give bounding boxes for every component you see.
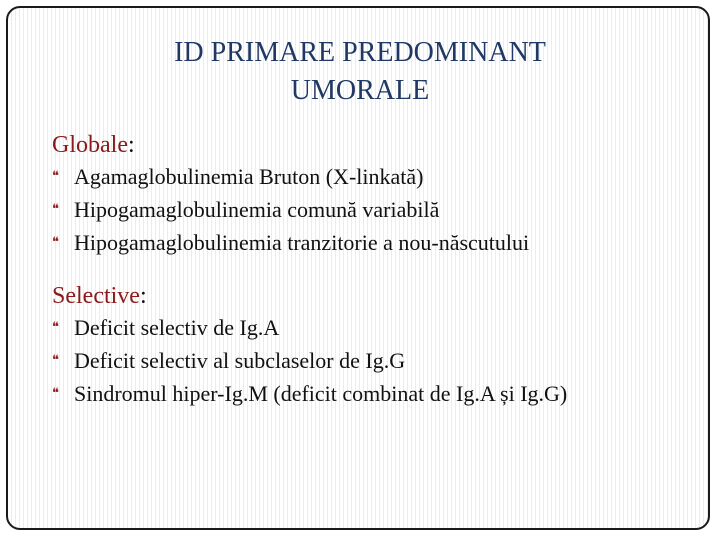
list-item-text: Deficit selectiv de Ig.A (74, 315, 280, 340)
slide-title (8, 34, 712, 110)
list-item (52, 311, 702, 344)
list-item-text: Sindromul hiper-Ig.M (deficit combinat de Ig.A și Ig.G) (74, 381, 568, 406)
slide-title-line-2: UMORALE (290, 75, 430, 106)
bullet-icon: ❝ (52, 168, 59, 183)
list-globale (52, 160, 702, 259)
list-item (52, 193, 702, 226)
list-item (52, 160, 702, 193)
slide-title-line-1: ID PRIMARE PREDOMINANT (174, 37, 546, 68)
section-heading-label: Selective (52, 283, 140, 309)
section-heading-colon: : (127, 132, 135, 158)
section-heading-colon: : (139, 283, 147, 309)
slide-frame (6, 6, 710, 530)
bullet-icon: ❝ (52, 234, 59, 249)
bullet-icon: ❝ (52, 352, 59, 367)
list-item (52, 226, 702, 259)
list-item-text: Agamaglobulinemia Bruton (X-linkată) (74, 164, 424, 189)
section-spacer (52, 259, 702, 281)
slide-content (52, 130, 702, 410)
list-item-text: Hipogamaglobulinemia comună variabilă (74, 197, 440, 222)
list-item (52, 344, 702, 377)
list-item (52, 377, 702, 410)
bullet-icon: ❝ (52, 201, 59, 216)
section-heading-selective (52, 281, 702, 311)
bullet-icon: ❝ (52, 385, 59, 400)
list-item-text: Hipogamaglobulinemia tranzitorie a nou-născutului (74, 230, 530, 255)
list-item-text: Deficit selectiv al subclaselor de Ig.G (74, 348, 406, 373)
section-heading-label: Globale (52, 132, 128, 158)
list-selective (52, 311, 702, 410)
bullet-icon: ❝ (52, 319, 59, 334)
section-heading-globale (52, 130, 702, 160)
